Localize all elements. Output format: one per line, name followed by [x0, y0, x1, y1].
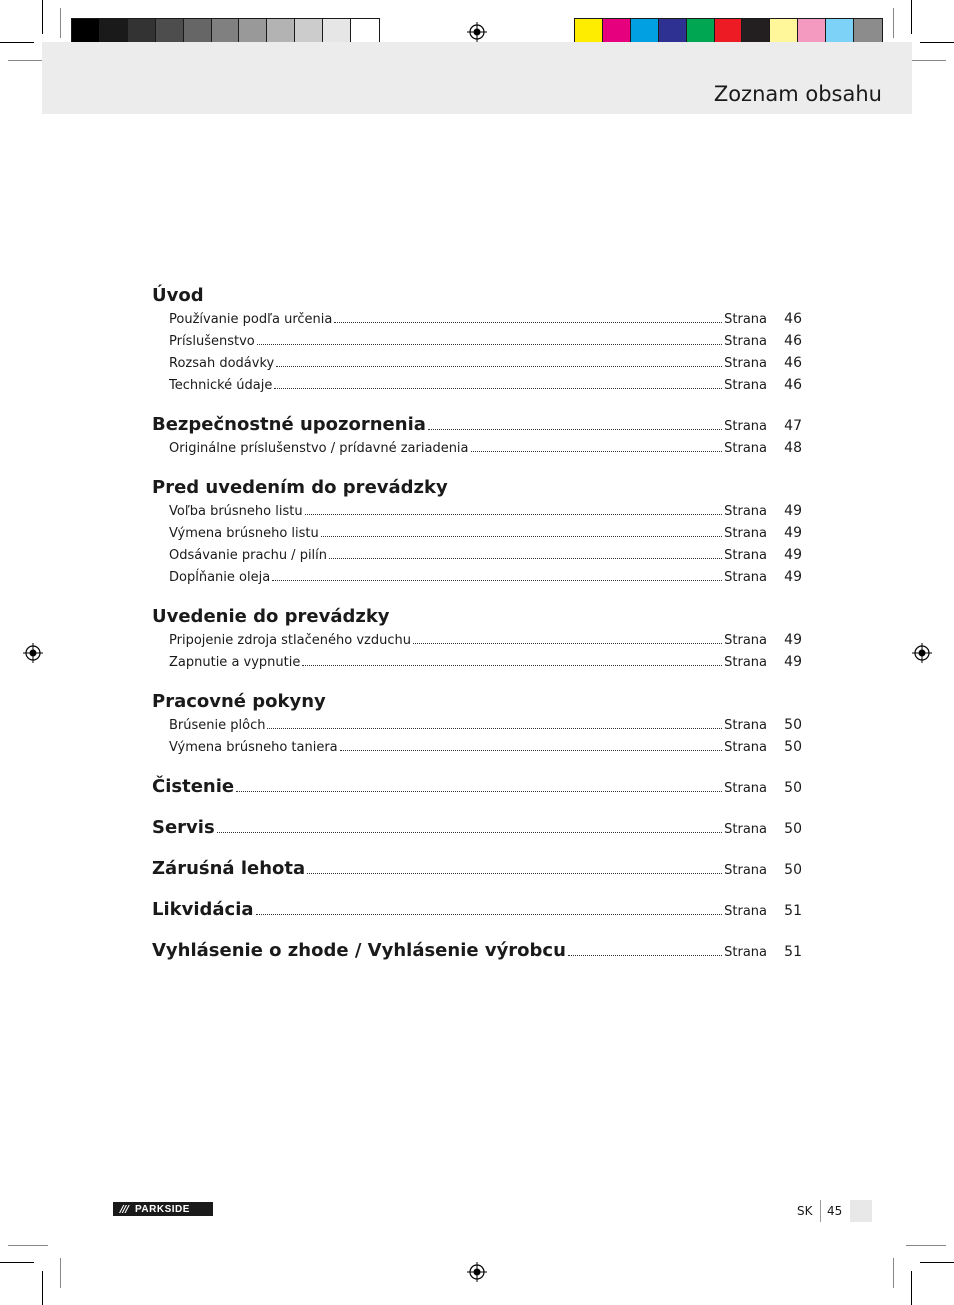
- logo-stripes-icon: ///: [120, 1203, 128, 1215]
- toc-section-row[interactable]: [152, 940, 802, 966]
- parkside-logo: [113, 1202, 213, 1216]
- color-swatch: [72, 19, 100, 44]
- strana-label: Strana: [724, 863, 767, 878]
- footer-divider: [820, 1200, 821, 1222]
- crop-mark: [906, 60, 946, 61]
- color-swatch: [687, 19, 715, 44]
- color-swatch: [854, 19, 882, 44]
- dot-leader: [276, 366, 722, 367]
- dot-leader: [305, 514, 723, 515]
- toc-entry[interactable]: [152, 311, 802, 333]
- color-swatch: [770, 19, 798, 44]
- strana-label: Strana: [724, 526, 767, 541]
- toc-section: [152, 858, 802, 884]
- toc-section-title: Záruśná lehota: [152, 858, 306, 879]
- crop-mark: [893, 8, 894, 38]
- color-swatch: [267, 19, 295, 44]
- toc-entry[interactable]: [152, 547, 802, 569]
- dot-leader: [340, 750, 722, 751]
- toc-section: [152, 606, 802, 676]
- toc-page-number: 48: [784, 440, 802, 456]
- strana-label: Strana: [724, 633, 767, 648]
- grayscale-color-bar: [71, 18, 380, 45]
- toc-section-title: Bezpečnostné upozornenia: [152, 414, 426, 435]
- registration-mark-icon: [23, 643, 43, 663]
- color-swatch: [798, 19, 826, 44]
- toc-page-number: 49: [784, 654, 802, 670]
- toc-section-row[interactable]: [152, 414, 802, 440]
- strana-label: Strana: [724, 334, 767, 349]
- toc-section-title: Pred uvedením do prevádzky: [152, 477, 448, 498]
- color-swatch: [603, 19, 631, 44]
- toc-section: [152, 899, 802, 925]
- toc-entry-title: Technické údaje: [169, 378, 273, 393]
- crop-mark: [911, 1271, 912, 1305]
- toc-section-title: Likvidácia: [152, 899, 254, 920]
- toc-page-number: 50: [784, 780, 802, 796]
- toc-section-title: Uvedenie do prevádzky: [152, 606, 390, 627]
- crop-mark: [0, 1262, 34, 1263]
- toc-page-number: 46: [784, 355, 802, 371]
- toc-page-number: 46: [784, 377, 802, 393]
- toc-entry[interactable]: [152, 503, 802, 525]
- color-swatch: [128, 19, 156, 44]
- strana-label: Strana: [724, 312, 767, 327]
- dot-leader: [307, 873, 722, 874]
- color-swatch: [826, 19, 854, 44]
- toc-entry-title: Originálne príslušenstvo / prídavné zariadenia: [169, 441, 469, 456]
- strana-label: Strana: [724, 504, 767, 519]
- toc-entry-title: Zapnutie a vypnutie: [169, 655, 301, 670]
- toc-page-number: 49: [784, 569, 802, 585]
- toc-section-row[interactable]: [152, 899, 802, 925]
- strana-label: Strana: [724, 570, 767, 585]
- color-swatch: [156, 19, 184, 44]
- strana-label: Strana: [724, 441, 767, 456]
- toc-entry-title: Výmena brúsneho listu: [169, 526, 319, 541]
- toc-entry[interactable]: [152, 632, 802, 654]
- toc-entry[interactable]: [152, 739, 802, 761]
- toc-page-number: 50: [784, 821, 802, 837]
- toc-entry-title: Príslušenstvo: [169, 334, 255, 349]
- color-swatch: [239, 19, 267, 44]
- strana-label: Strana: [724, 356, 767, 371]
- toc-section: [152, 285, 802, 399]
- toc-section: [152, 414, 802, 462]
- crop-mark: [42, 1271, 43, 1305]
- toc-section-row[interactable]: [152, 817, 802, 843]
- dot-leader: [274, 388, 722, 389]
- toc-entry[interactable]: [152, 569, 802, 591]
- logo-text: PARKSIDE: [135, 1203, 190, 1215]
- dot-leader: [267, 728, 722, 729]
- toc-section-title: Servis: [152, 817, 215, 838]
- toc-entry[interactable]: [152, 717, 802, 739]
- toc-page-number: 50: [784, 739, 802, 755]
- dot-leader: [272, 580, 722, 581]
- toc-section-row[interactable]: [152, 858, 802, 884]
- color-swatch: [575, 19, 603, 44]
- footer-language: SK: [797, 1204, 813, 1218]
- dot-leader: [413, 643, 722, 644]
- toc-section-row[interactable]: [152, 691, 802, 717]
- toc-entry-title: Odsávanie prachu / pilín: [169, 548, 328, 563]
- color-swatch: [295, 19, 323, 44]
- strana-label: Strana: [724, 945, 767, 960]
- dot-leader: [257, 344, 722, 345]
- toc-page-number: 50: [784, 862, 802, 878]
- toc-section: [152, 817, 802, 843]
- toc-page-number: 50: [784, 717, 802, 733]
- footer-box: [850, 1200, 872, 1222]
- toc-entry-title: Voľba brúsneho listu: [169, 504, 303, 519]
- dot-leader: [321, 536, 722, 537]
- page-title: Zoznam obsahu: [713, 82, 882, 106]
- dot-leader: [568, 955, 722, 956]
- toc-page-number: 49: [784, 503, 802, 519]
- registration-mark-icon: [912, 643, 932, 663]
- strana-label: Strana: [724, 904, 767, 919]
- strana-label: Strana: [724, 781, 767, 796]
- crop-mark: [0, 42, 34, 43]
- color-swatch: [659, 19, 687, 44]
- crop-mark: [42, 0, 43, 34]
- crop-mark: [8, 1245, 48, 1246]
- toc-page-number: 47: [784, 418, 802, 434]
- color-swatch: [742, 19, 770, 44]
- strana-label: Strana: [724, 378, 767, 393]
- toc-page-number: 46: [784, 333, 802, 349]
- toc-entry[interactable]: [152, 440, 802, 462]
- toc-page-number: 49: [784, 547, 802, 563]
- crop-mark: [920, 1262, 954, 1263]
- toc-page-number: 49: [784, 632, 802, 648]
- strana-label: Strana: [724, 822, 767, 837]
- crop-mark: [911, 0, 912, 34]
- crop-mark: [920, 42, 954, 43]
- strana-label: Strana: [724, 419, 767, 434]
- dot-leader: [329, 558, 722, 559]
- toc-section-row[interactable]: [152, 285, 802, 311]
- dot-leader: [428, 429, 722, 430]
- table-of-contents: [152, 285, 802, 981]
- toc-section-title: Vyhlásenie o zhode / Vyhlásenie výrobcu: [152, 940, 566, 961]
- color-swatch: [100, 19, 128, 44]
- toc-page-number: 46: [784, 311, 802, 327]
- toc-section-title: Úvod: [152, 285, 204, 306]
- dot-leader: [334, 322, 722, 323]
- toc-section: [152, 691, 802, 761]
- strana-label: Strana: [724, 655, 767, 670]
- toc-section-row[interactable]: [152, 606, 802, 632]
- strana-label: Strana: [724, 740, 767, 755]
- dot-leader: [236, 791, 722, 792]
- toc-entry[interactable]: [152, 333, 802, 355]
- toc-entry-title: Dopĺňanie oleja: [169, 570, 271, 585]
- toc-entry[interactable]: [152, 377, 802, 399]
- toc-section: [152, 776, 802, 802]
- crop-mark: [893, 1258, 894, 1288]
- toc-page-number: 51: [784, 903, 802, 919]
- color-swatch: [184, 19, 212, 44]
- toc-entry-title: Pripojenie zdroja stlačeného vzduchu: [169, 633, 411, 648]
- dot-leader: [217, 832, 722, 833]
- color-swatch: [631, 19, 659, 44]
- toc-entry[interactable]: [152, 654, 802, 676]
- toc-entry[interactable]: [152, 355, 802, 377]
- toc-entry-title: Používanie podľa určenia: [169, 312, 333, 327]
- toc-section-row[interactable]: [152, 776, 802, 802]
- toc-page-number: 51: [784, 944, 802, 960]
- toc-entry-title: Brúsenie plôch: [169, 718, 266, 733]
- color-swatch: [212, 19, 240, 44]
- toc-section-title: Čistenie: [152, 776, 235, 797]
- color-swatch: [323, 19, 351, 44]
- dot-leader: [302, 665, 722, 666]
- crop-mark: [60, 8, 61, 38]
- registration-mark-icon: [467, 22, 487, 42]
- strana-label: Strana: [724, 548, 767, 563]
- strana-label: Strana: [724, 718, 767, 733]
- process-color-bar: [574, 18, 883, 45]
- registration-mark-icon: [467, 1262, 487, 1282]
- toc-section-row[interactable]: [152, 477, 802, 503]
- color-swatch: [351, 19, 379, 44]
- color-swatch: [715, 19, 743, 44]
- toc-entry-title: Výmena brúsneho taniera: [169, 740, 338, 755]
- toc-entry[interactable]: [152, 525, 802, 547]
- crop-mark: [906, 1245, 946, 1246]
- dot-leader: [256, 914, 723, 915]
- toc-page-number: 49: [784, 525, 802, 541]
- footer-page-number: 45: [827, 1204, 843, 1218]
- toc-section: [152, 940, 802, 966]
- toc-section-title: Pracovné pokyny: [152, 691, 326, 712]
- toc-entry-title: Rozsah dodávky: [169, 356, 275, 371]
- crop-mark: [60, 1258, 61, 1288]
- toc-section: [152, 477, 802, 591]
- dot-leader: [471, 451, 723, 452]
